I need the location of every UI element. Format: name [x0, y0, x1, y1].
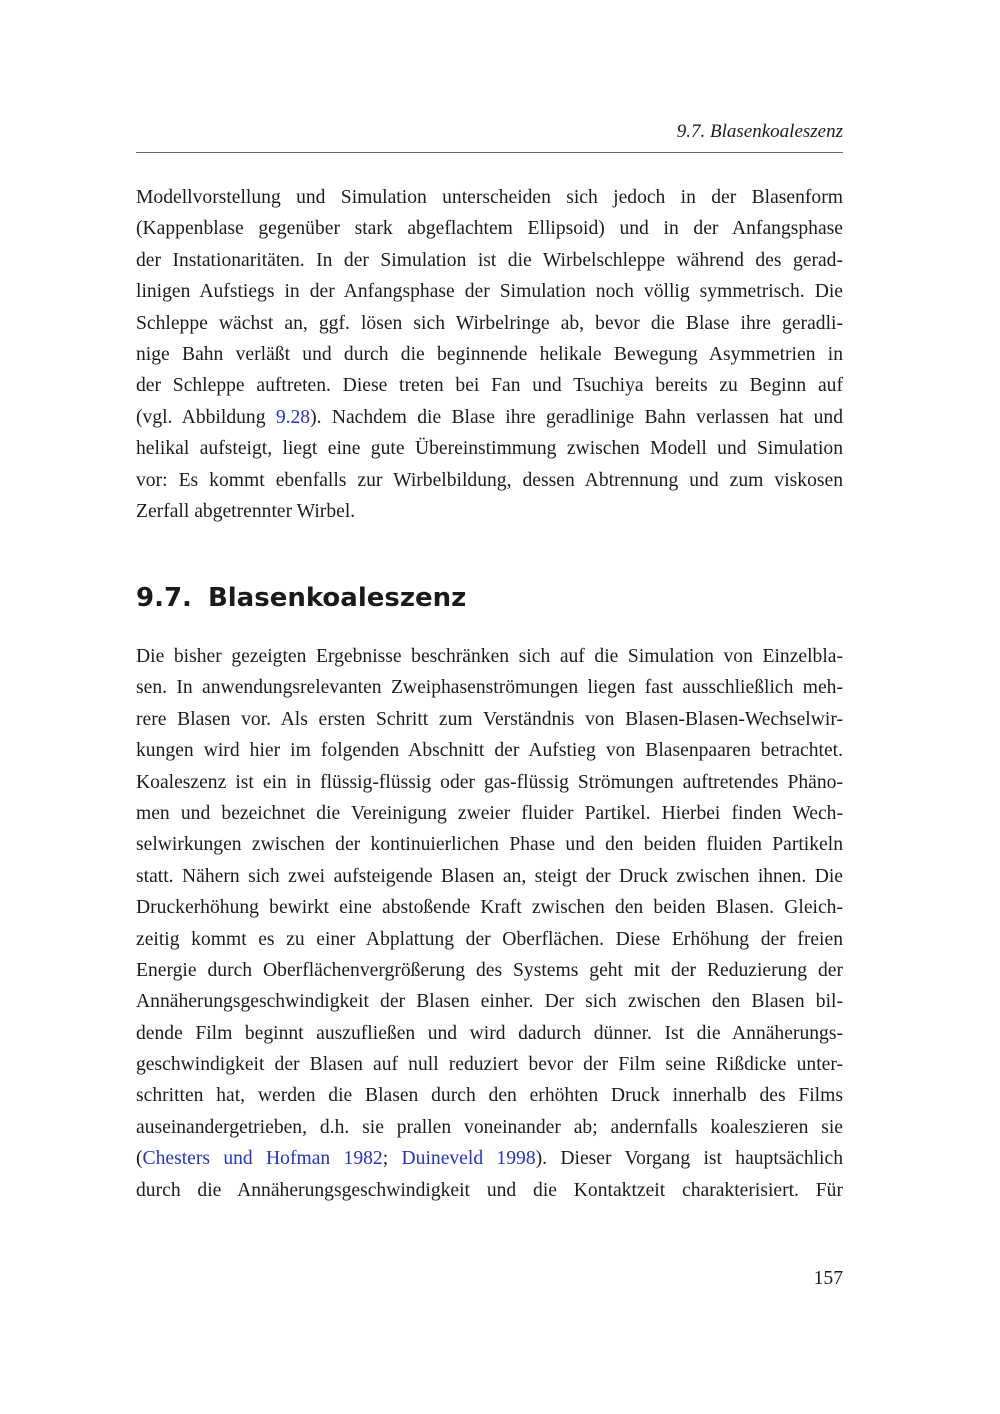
section-number: 9.7.: [136, 583, 192, 613]
text-line: linigen Aufstiegs in der Anfangsphase der Simulation noch völlig symmetrisch. Die: [136, 281, 843, 303]
running-header: 9.7. Blasenkoaleszenz: [676, 121, 843, 142]
citation-link-chesters-hofman[interactable]: Chesters und Hofman 1982: [142, 1148, 383, 1170]
header-rule: [136, 152, 843, 153]
text-line: auseinandergetrieben, d.h. sie prallen voneinander ab; andernfalls koaleszieren sie: [136, 1116, 843, 1138]
text-line: Druckerhöhung bewirkt eine abstoßende Kraft zwischen den beiden Blasen. Gleich-: [136, 897, 843, 919]
text-line-with-figure-ref: [136, 402, 843, 433]
paragraph-wake-comparison: [136, 182, 843, 527]
text-segment: ). Dieser Vorgang ist hauptsächlich: [535, 1148, 843, 1170]
figure-ref-link[interactable]: 9.28: [275, 406, 311, 428]
section-title: Blasenkoaleszenz: [207, 583, 467, 613]
text-line: Energie durch Oberflächenvergrößerung des Systems geht mit der Reduzierung der: [136, 959, 843, 981]
paragraph-coalescence: [136, 641, 843, 1206]
text-line: Schleppe wächst an, ggf. lösen sich Wirbelringe ab, bevor die Blase ihre geradli-: [136, 312, 843, 334]
text-line: Zerfall abgetrennter Wirbel.: [136, 500, 356, 522]
citation-link-duineveld[interactable]: Duineveld 1998: [401, 1148, 536, 1170]
text-line: der Schleppe auftreten. Diese treten bei Fan und Tsuchiya bereits zu Beginn auf: [136, 375, 843, 397]
text-line: durch die Annäherungsgeschwindigkeit und die Kontaktzeit charakterisiert. Für: [136, 1179, 843, 1201]
text-segment: ). Nachdem die Blase ihre geradlinige Bahn verlassen hat und: [310, 406, 843, 428]
text-line: schritten hat, werden die Blasen durch den erhöhten Druck innerhalb des Films: [136, 1085, 843, 1107]
text-line-with-citations: [136, 1143, 843, 1174]
text-line: sen. In anwendungsrelevanten Zweiphasenströmungen liegen fast ausschließlich meh-: [136, 677, 843, 699]
page-number: 157: [813, 1268, 843, 1289]
text-segment: (: [136, 1148, 143, 1170]
text-line: nige Bahn verläßt und durch die beginnende helikale Bewegung Asymmetrien in: [136, 343, 843, 365]
text-line: kungen wird hier im folgenden Abschnitt der Aufstieg von Blasenpaaren betrachtet.: [136, 740, 843, 762]
text-line: geschwindigkeit der Blasen auf null reduziert bevor der Film seine Rißdicke unter-: [136, 1054, 843, 1076]
text-line: zeitig kommt es zu einer Abplattung der Oberflächen. Diese Erhöhung der freien: [136, 928, 843, 950]
text-line: (Kappenblase gegenüber stark abgeflachtem Ellipsoid) und in der Anfangsphase: [136, 218, 843, 240]
text-line: der Instationaritäten. In der Simulation ist die Wirbelschleppe während des gerad-: [136, 249, 843, 271]
text-line: selwirkungen zwischen der kontinuierlichen Phase und den beiden fluiden Partikeln: [136, 834, 843, 856]
text-line: Koaleszenz ist ein in flüssig-flüssig oder gas-flüssig Strömungen auftretendes Phäno-: [136, 771, 843, 793]
text-line: Die bisher gezeigten Ergebnisse beschränken sich auf die Simulation von Einzelbla-: [136, 646, 843, 667]
text-line: dende Film beginnt auszufließen und wird dadurch dünner. Ist die Annäherungs-: [136, 1022, 843, 1044]
text-line: Annäherungsgeschwindigkeit der Blasen einher. Der sich zwischen den Blasen bil-: [136, 991, 843, 1013]
section-heading: [136, 578, 466, 618]
text-line: rere Blasen vor. Als ersten Schritt zum Verständnis von Blasen-Blasen-Wechselwir-: [136, 708, 843, 730]
text-line: Modellvorstellung und Simulation unterscheiden sich jedoch in der Blasenform: [136, 187, 843, 208]
text-line: vor: Es kommt ebenfalls zur Wirbelbildung, dessen Abtrennung und zum viskosen: [136, 469, 843, 491]
text-line: statt. Nähern sich zwei aufsteigende Blasen an, steigt der Druck zwischen ihnen. Die: [136, 865, 843, 887]
text-line: men und bezeichnet die Vereinigung zweier fluider Partikel. Hierbei finden Wech-: [136, 802, 843, 824]
text-segment: (vgl. Abbildung: [136, 406, 276, 428]
text-segment: ;: [382, 1148, 402, 1170]
text-line: helikal aufsteigt, liegt eine gute Übereinstimmung zwischen Modell und Simulation: [136, 438, 843, 460]
